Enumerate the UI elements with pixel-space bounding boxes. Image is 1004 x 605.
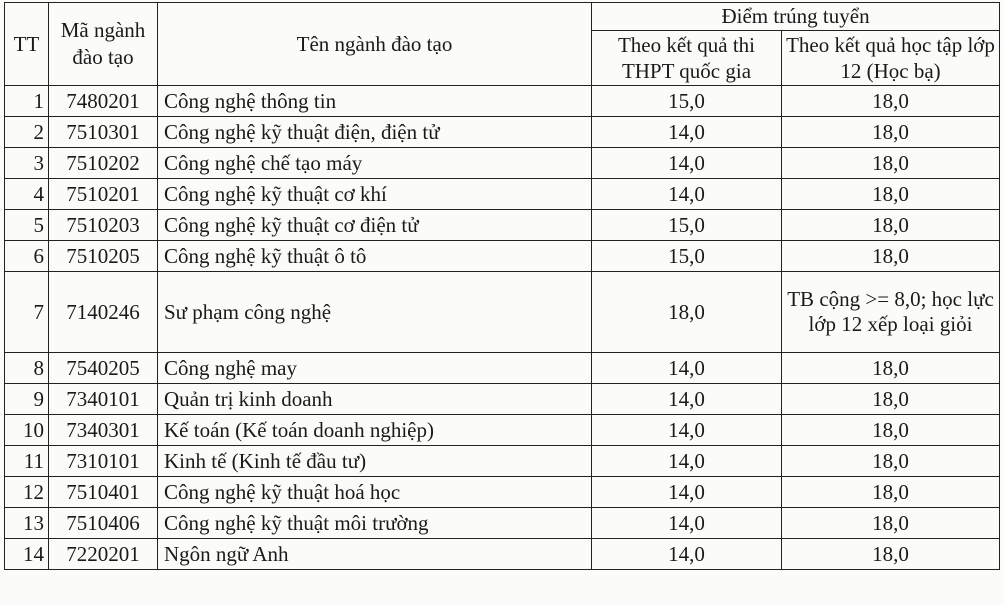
header-code: Mã ngành đào tạo [49,3,158,86]
cell-tt: 5 [5,210,49,241]
table-row [5,148,1000,179]
cell-tt: 4 [5,179,49,210]
cell-name: Công nghệ chế tạo máy [158,148,592,179]
cell-code: 7510205 [49,241,158,272]
cell-exam-score: 14,0 [592,508,782,539]
header-score-group: Điểm trúng tuyển [592,3,1000,31]
cell-tt: 13 [5,508,49,539]
header-score-transcript: Theo kết quả học tập lớp 12 (Học bạ) [782,31,1000,86]
cell-transcript-score: 18,0 [782,179,1000,210]
table-row [5,86,1000,117]
cell-tt: 3 [5,148,49,179]
cell-code: 7510202 [49,148,158,179]
cell-code: 7510401 [49,477,158,508]
cell-tt: 7 [5,272,49,353]
table-row [5,210,1000,241]
cell-transcript-score: 18,0 [782,477,1000,508]
cell-transcript-score: 18,0 [782,117,1000,148]
header-tt: TT [5,3,49,86]
table-row [5,179,1000,210]
cell-transcript-score: 18,0 [782,241,1000,272]
header-name: Tên ngành đào tạo [158,3,592,86]
cell-transcript-score: 18,0 [782,353,1000,384]
cell-name: Kinh tế (Kinh tế đầu tư) [158,446,592,477]
cell-code: 7340101 [49,384,158,415]
admission-score-table [4,2,1000,570]
cell-transcript-score: 18,0 [782,446,1000,477]
cell-name: Công nghệ kỹ thuật cơ điện tử [158,210,592,241]
cell-name: Công nghệ kỹ thuật môi trường [158,508,592,539]
cell-exam-score: 15,0 [592,241,782,272]
cell-name: Công nghệ may [158,353,592,384]
table-row [5,241,1000,272]
table-row [5,117,1000,148]
cell-transcript-score: TB cộng >= 8,0; học lực lớp 12 xếp loại giỏi [782,272,1000,353]
cell-code: 7310101 [49,446,158,477]
cell-exam-score: 14,0 [592,117,782,148]
cell-tt: 2 [5,117,49,148]
cell-name: Quản trị kinh doanh [158,384,592,415]
cell-name: Sư phạm công nghệ [158,272,592,353]
header-score-exam: Theo kết quả thi THPT quốc gia [592,31,782,86]
table-body [5,86,1000,570]
cell-exam-score: 15,0 [592,210,782,241]
table-row [5,353,1000,384]
table-row [5,508,1000,539]
cell-exam-score: 18,0 [592,272,782,353]
cell-tt: 11 [5,446,49,477]
cell-transcript-score: 18,0 [782,384,1000,415]
cell-code: 7140246 [49,272,158,353]
cell-code: 7220201 [49,539,158,570]
cell-transcript-score: 18,0 [782,86,1000,117]
cell-exam-score: 14,0 [592,477,782,508]
cell-transcript-score: 18,0 [782,415,1000,446]
cell-name: Công nghệ thông tin [158,86,592,117]
cell-tt: 9 [5,384,49,415]
cell-exam-score: 15,0 [592,86,782,117]
cell-exam-score: 14,0 [592,539,782,570]
cell-code: 7540205 [49,353,158,384]
cell-name: Công nghệ kỹ thuật ô tô [158,241,592,272]
table-row [5,272,1000,353]
cell-exam-score: 14,0 [592,446,782,477]
table-row [5,384,1000,415]
cell-tt: 10 [5,415,49,446]
cell-code: 7510201 [49,179,158,210]
table-row [5,415,1000,446]
cell-code: 7340301 [49,415,158,446]
cell-exam-score: 14,0 [592,415,782,446]
cell-code: 7510301 [49,117,158,148]
cell-exam-score: 14,0 [592,148,782,179]
cell-tt: 8 [5,353,49,384]
table-header [5,3,1000,86]
cell-tt: 1 [5,86,49,117]
table-row [5,539,1000,570]
cell-exam-score: 14,0 [592,384,782,415]
cell-code: 7510406 [49,508,158,539]
cell-exam-score: 14,0 [592,179,782,210]
cell-tt: 12 [5,477,49,508]
cell-transcript-score: 18,0 [782,508,1000,539]
cell-tt: 14 [5,539,49,570]
cell-transcript-score: 18,0 [782,539,1000,570]
table-row [5,477,1000,508]
cell-name: Công nghệ kỹ thuật cơ khí [158,179,592,210]
cell-name: Công nghệ kỹ thuật điện, điện tử [158,117,592,148]
cell-name: Ngôn ngữ Anh [158,539,592,570]
cell-name: Kế toán (Kế toán doanh nghiệp) [158,415,592,446]
cell-code: 7480201 [49,86,158,117]
cell-code: 7510203 [49,210,158,241]
cell-transcript-score: 18,0 [782,148,1000,179]
table-row [5,446,1000,477]
cell-name: Công nghệ kỹ thuật hoá học [158,477,592,508]
cell-tt: 6 [5,241,49,272]
cell-transcript-score: 18,0 [782,210,1000,241]
cell-exam-score: 14,0 [592,353,782,384]
